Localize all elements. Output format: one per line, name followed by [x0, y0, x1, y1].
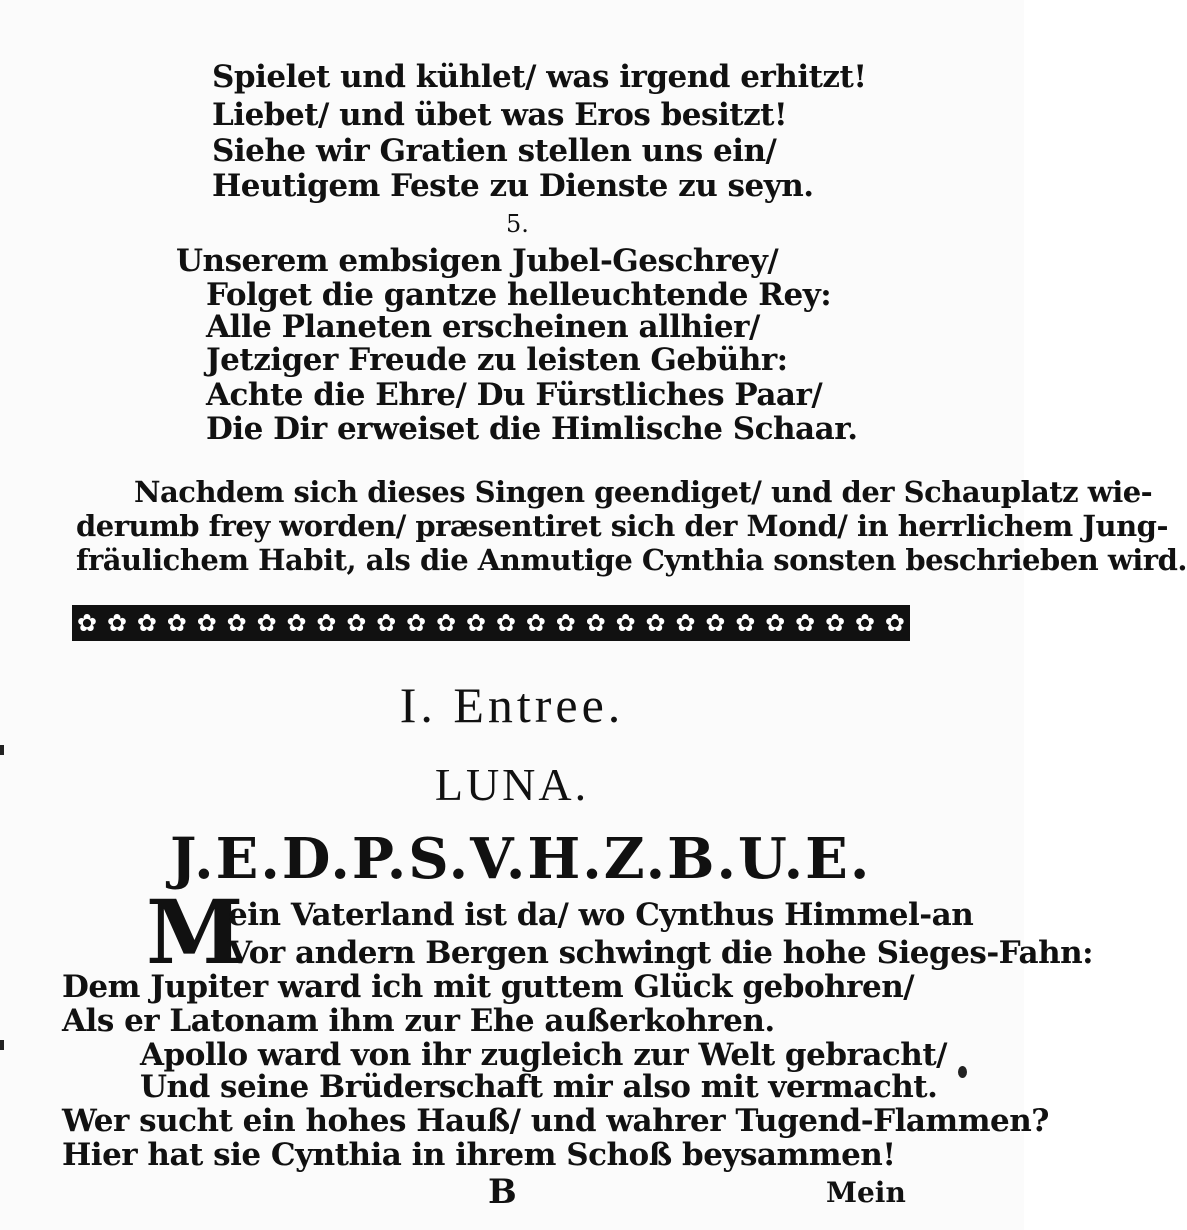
flower-ornament-icon: ✿ — [795, 609, 816, 637]
flower-ornament-icon: ✿ — [854, 609, 875, 637]
edge-mark — [0, 1040, 4, 1050]
verse-line: Liebet/ und übet was Eros besitzt! — [212, 97, 788, 133]
flower-ornament-icon: ✿ — [346, 609, 367, 637]
flower-ornament-icon: ✿ — [136, 609, 157, 637]
prose-line: derumb frey worden/ præsentiret sich der Mond/ in herrlichem Jung- — [76, 509, 1168, 543]
verse-line: Die Dir erweiset die Himlische Schaar. — [206, 411, 858, 447]
prose-line: fräulichem Habit, als die Anmutige Cynthia sonsten beschrieben wird. — [76, 543, 1187, 577]
verse-line: Dem Jupiter ward ich mit guttem Glück gebohren/ — [62, 969, 915, 1005]
stanza-number: 5. — [506, 210, 529, 238]
flower-ornament-icon: ✿ — [735, 609, 756, 637]
flower-ornament-icon: ✿ — [884, 609, 905, 637]
verse-line: Als er Latonam ihm zur Ehe außerkohren. — [62, 1003, 775, 1039]
acrostic-initials: J.E.D.P.S.V.H.Z.B.U.E. — [170, 826, 872, 892]
verse-line: Alle Planeten erscheinen allhier/ — [206, 309, 760, 345]
verse-line: Hier hat sie Cynthia in ihrem Schoß beysammen! — [62, 1137, 896, 1173]
catchword: Mein — [826, 1176, 906, 1209]
flower-ornament-icon: ✿ — [465, 609, 486, 637]
flower-ornament-icon: ✿ — [226, 609, 247, 637]
flower-ornament-icon: ✿ — [645, 609, 666, 637]
verse-line: Siehe wir Gratien stellen uns ein/ — [212, 133, 777, 169]
ornament-band — [72, 605, 910, 641]
signature-mark: B — [488, 1172, 517, 1212]
flower-ornament-icon: ✿ — [406, 609, 427, 637]
verse-line: Apollo ward von ihr zugleich zur Welt gebracht/ — [140, 1037, 947, 1073]
verse-line: Wer sucht ein hohes Hauß/ und wahrer Tugend-Flammen? — [62, 1103, 1049, 1139]
flower-ornament-icon: ✿ — [525, 609, 546, 637]
prose-line: Nachdem sich dieses Singen geendiget/ und der Schauplatz wie- — [134, 475, 1153, 509]
entree-heading: I. Entree. — [399, 677, 625, 733]
flower-ornament-icon: ✿ — [166, 609, 187, 637]
flower-ornament-icon: ✿ — [376, 609, 397, 637]
edge-mark — [0, 745, 4, 755]
verse-line: Jetziger Freude zu leisten Gebühr: — [206, 342, 788, 378]
flower-ornament-icon: ✿ — [705, 609, 726, 637]
flower-ornament-icon: ✿ — [495, 609, 516, 637]
verse-line: Folget die gantze helleuchtende Rey: — [206, 277, 832, 313]
verse-line: Spielet und kühlet/ was irgend erhitzt! — [212, 59, 867, 95]
flower-ornament-icon: ✿ — [106, 609, 127, 637]
flower-ornament-icon: ✿ — [555, 609, 576, 637]
flower-ornament-icon: ✿ — [824, 609, 846, 637]
verse-line: Vor andern Bergen schwingt die hohe Sieges-Fahn: — [228, 935, 1094, 971]
verse-line: Unserem embsigen Jubel-Geschrey/ — [176, 243, 779, 279]
drop-cap-initial: M — [146, 880, 244, 984]
flower-ornament-icon: ✿ — [196, 609, 217, 637]
verse-line: Heutigem Feste zu Dienste zu seyn. — [212, 168, 814, 204]
flower-ornament-icon: ✿ — [585, 609, 606, 637]
verse-line: Und seine Brüderschaft mir also mit vermacht. — [140, 1069, 938, 1105]
flower-ornament-icon: ✿ — [615, 609, 636, 637]
flower-ornament-icon: ✿ — [256, 609, 277, 637]
luna-heading: LUNA. — [434, 759, 590, 810]
verse-line: ein Vaterland ist da/ wo Cynthus Himmel-an — [228, 897, 974, 933]
verse-line: Achte die Ehre/ Du Fürstliches Paar/ — [206, 377, 823, 413]
flower-ornament-icon: ✿ — [76, 609, 98, 637]
flower-ornament-icon: ✿ — [435, 609, 457, 637]
flower-ornament-icon: ✿ — [286, 609, 307, 637]
flower-ornament-icon: ✿ — [316, 609, 337, 637]
ink-speck — [958, 1066, 967, 1078]
flower-ornament-icon: ✿ — [675, 609, 696, 637]
flower-ornament-icon: ✿ — [765, 609, 786, 637]
